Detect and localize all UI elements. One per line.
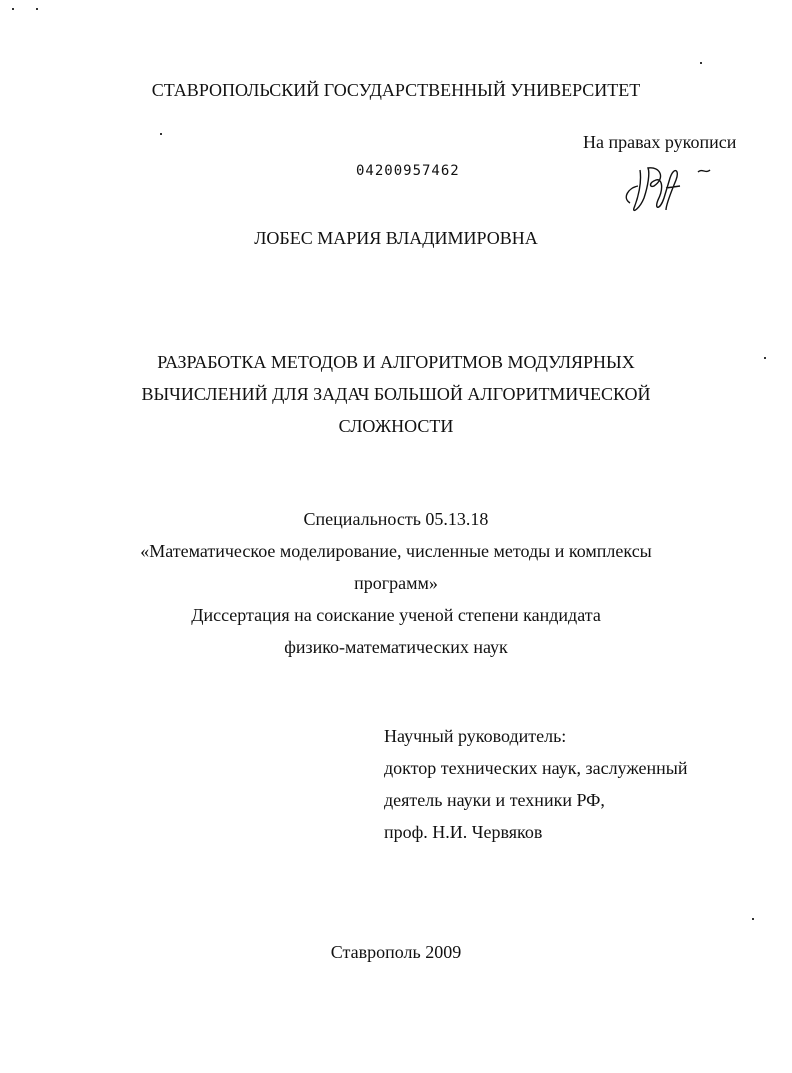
scan-speck	[752, 918, 754, 920]
specialty-line: «Математическое моделирование, численные методы и комплексы	[140, 541, 652, 561]
advisor-line: деятель науки и техники РФ,	[384, 790, 605, 810]
scan-speck	[700, 62, 702, 64]
advisor-line: Научный руководитель:	[384, 726, 567, 746]
advisor-line: проф. Н.И. Червяков	[384, 822, 543, 842]
scan-speck	[12, 8, 14, 10]
specialty-block	[0, 503, 792, 663]
advisor-block	[384, 720, 688, 848]
title-line: РАЗРАБОТКА МЕТОДОВ И АЛГОРИТМОВ МОДУЛЯРНЫХ	[157, 352, 635, 372]
signature-icon	[620, 158, 720, 216]
serial-number: 04200957462	[356, 163, 460, 179]
scan-speck	[160, 133, 162, 135]
specialty-line: Диссертация на соискание ученой степени кандидата	[191, 605, 601, 625]
specialty-line: программ»	[354, 573, 438, 593]
city-year: Ставрополь 2009	[330, 942, 462, 962]
specialty-line: Специальность 05.13.18	[303, 509, 489, 529]
title-line: СЛОЖНОСТИ	[338, 416, 454, 436]
university-name: СТАВРОПОЛЬСКИЙ ГОСУДАРСТВЕННЫЙ УНИВЕРСИТЕТ	[151, 80, 641, 100]
manuscript-rights: На правах рукописи	[583, 132, 737, 152]
dissertation-title	[0, 346, 792, 442]
advisor-line: доктор технических наук, заслуженный	[384, 758, 688, 778]
specialty-line: физико-математических наук	[284, 637, 508, 657]
title-line: ВЫЧИСЛЕНИЙ ДЛЯ ЗАДАЧ БОЛЬШОЙ АЛГОРИТМИЧЕСКОЙ	[141, 384, 651, 404]
author-name: ЛОБЕС МАРИЯ ВЛАДИМИРОВНА	[254, 228, 538, 248]
scan-speck	[36, 8, 38, 10]
